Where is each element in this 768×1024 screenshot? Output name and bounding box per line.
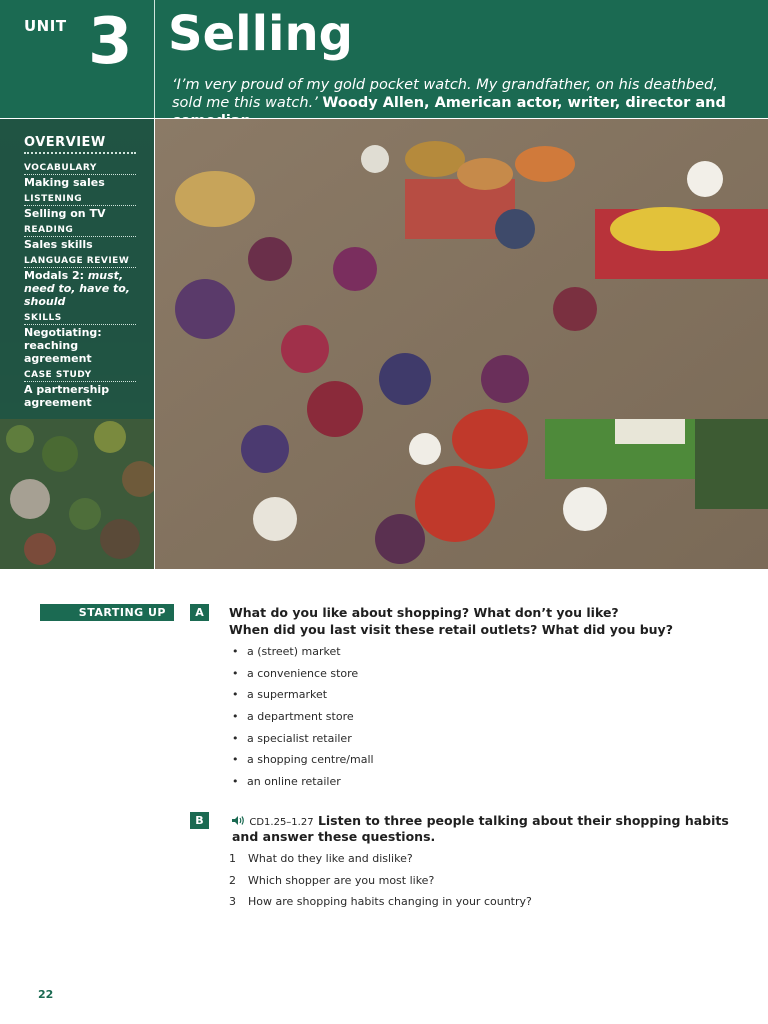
section-label-starting-up: STARTING UP (40, 604, 174, 621)
overview-topic-italic: must, need to, have to, should (24, 269, 130, 308)
overview-topic: A partnership agreement (24, 383, 110, 409)
overview-category: SKILLS (24, 313, 136, 325)
exercise-badge-b: B (190, 812, 209, 829)
market-photo (155, 119, 768, 569)
list-item (232, 645, 374, 667)
question-text: What do they like and dislike? (248, 852, 413, 865)
bullet: • (232, 710, 239, 724)
question-item (229, 874, 532, 896)
unit-number: 3 (88, 5, 133, 79)
list-item (232, 667, 374, 689)
overview-item-language-review (24, 256, 136, 308)
instruction-line-2: and answer these questions. (232, 829, 436, 844)
bullet: • (232, 775, 239, 789)
overview-category: CASE STUDY (24, 370, 136, 382)
list-item (232, 753, 374, 775)
question-number: 2 (229, 873, 236, 887)
overview-panel (0, 119, 154, 569)
page-number: 22 (38, 988, 54, 1001)
question-item (229, 895, 532, 917)
list-item-text: a department store (247, 710, 354, 724)
unit-title: Selling (168, 6, 354, 62)
bullet: • (232, 731, 239, 745)
overview-title: OVERVIEW (24, 135, 136, 154)
instruction-line-1: Listen to three people talking about their shopping habits (317, 813, 729, 828)
quote-line1: ‘I’m very proud of my gold pocket watch. My grandfather, on his deathbed, (172, 77, 718, 93)
market-illustration (155, 119, 768, 569)
question-item (229, 852, 532, 874)
unit-header (0, 0, 768, 118)
exercise-badge-a: A (190, 604, 209, 621)
exercise-a-question-1: What do you like about shopping? What don’t you like? (229, 605, 619, 620)
listening-questions (229, 852, 532, 917)
quote-attribution: Woody Allen, American actor, writer, director and (322, 95, 726, 111)
list-item-text: a supermarket (247, 688, 328, 702)
cd-track-reference: CD1.25–1.27 (249, 817, 314, 828)
overview-topic: Sales skills (24, 238, 93, 251)
quote-line2: sold me this watch.’ (172, 95, 318, 111)
overview-list (24, 163, 136, 414)
list-item-text: a specialist retailer (247, 731, 352, 745)
question-number: 1 (229, 852, 236, 865)
overview-item-case-study (24, 370, 136, 409)
overview-topic (24, 269, 136, 308)
unit-label: UNIT (24, 17, 67, 35)
list-item-text: a shopping centre/mall (247, 753, 374, 767)
speaker-icon (231, 815, 245, 826)
list-item (232, 775, 374, 797)
overview-category: LISTENING (24, 194, 136, 206)
bullet: • (232, 688, 239, 702)
list-item (232, 732, 374, 754)
produce-photo-strip (0, 419, 154, 569)
overview-item-skills (24, 313, 136, 365)
retail-outlet-list (232, 645, 374, 797)
bullet: • (232, 666, 239, 680)
overview-category: READING (24, 225, 136, 237)
question-number: 3 (229, 895, 236, 908)
overview-item-listening (24, 194, 136, 220)
overview-topic: Making sales (24, 176, 105, 189)
overview-item-vocabulary (24, 163, 136, 189)
question-text: How are shopping habits changing in your country? (248, 895, 532, 908)
overview-category: LANGUAGE REVIEW (24, 256, 136, 268)
overview-topic: Negotiating: reaching agreement (24, 326, 102, 365)
question-text: Which shopper are you most like? (248, 873, 435, 887)
list-item-text: an online retailer (247, 775, 341, 789)
list-item-text: a (street) market (247, 645, 341, 658)
overview-category: VOCABULARY (24, 163, 136, 175)
bullet: • (232, 645, 239, 658)
overview-item-reading (24, 225, 136, 251)
list-item (232, 710, 374, 732)
exercise-a-question-2: When did you last visit these retail outlets? What did you buy? (229, 622, 673, 637)
overview-topic-main: Modals 2: (24, 269, 88, 282)
overview-topic: Selling on TV (24, 207, 106, 220)
unit-badge (0, 0, 155, 118)
bullet: • (232, 753, 239, 767)
list-item (232, 688, 374, 710)
list-item-text: a convenience store (247, 666, 359, 680)
